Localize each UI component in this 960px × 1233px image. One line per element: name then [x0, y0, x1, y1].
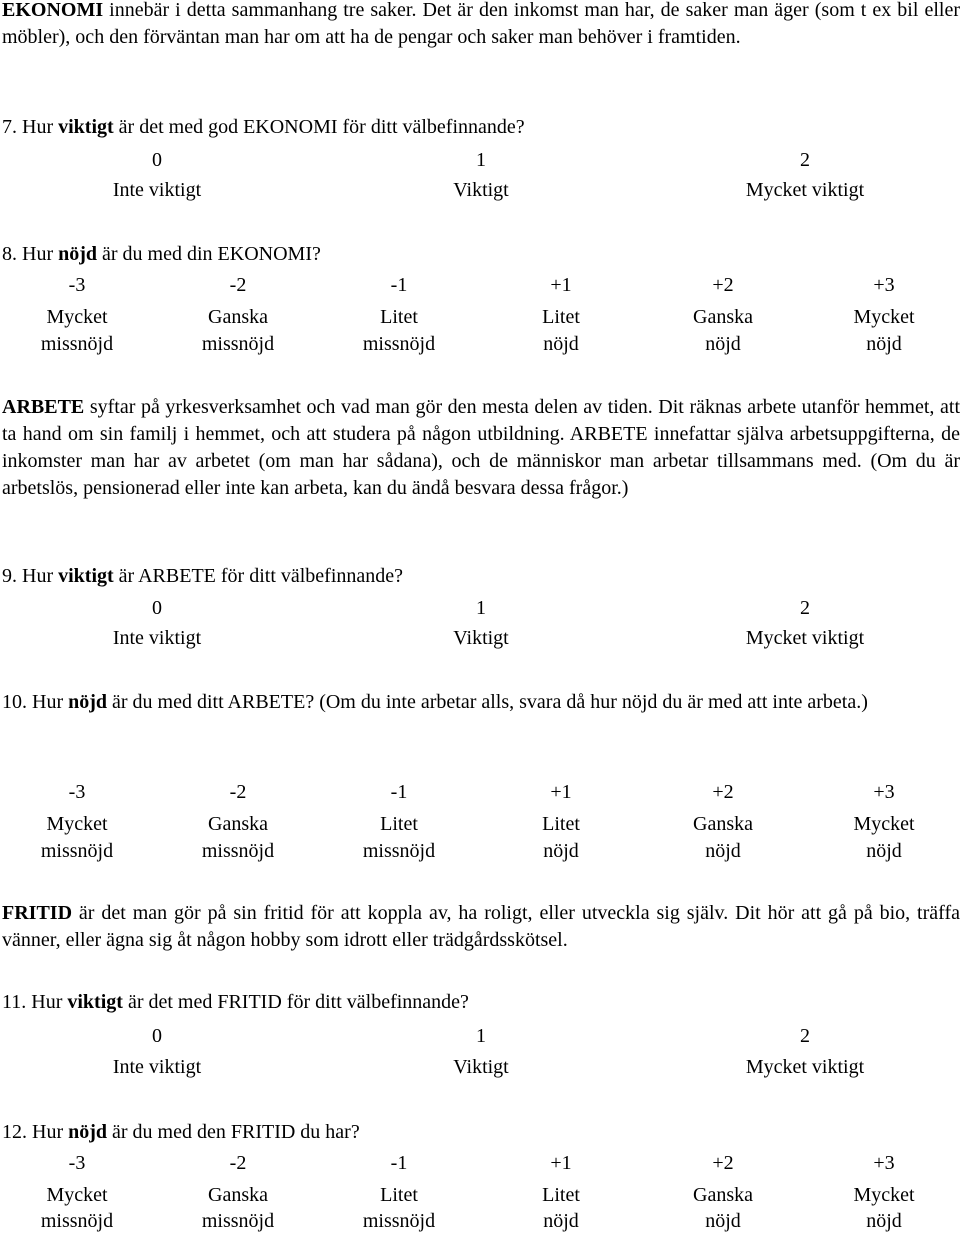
question-12-emphasis: nöjd: [68, 1121, 108, 1143]
scale-label: missnöjd: [40, 333, 114, 355]
scale-label: Mycket: [46, 813, 108, 835]
arbete-intro: [2, 394, 960, 502]
scale-label: Viktigt: [453, 179, 509, 201]
scale-label: Ganska: [693, 306, 753, 328]
question-8: [2, 242, 321, 266]
question-10-post: är du med ditt ARBETE? (Om du inte arbetar alls, svara då hur nöjd du är med att inte arbeta.): [107, 691, 868, 713]
scale-label: Mycket: [853, 306, 915, 328]
scale-label: Mycket viktigt: [745, 1056, 865, 1078]
question-8-emphasis: nöjd: [58, 243, 98, 265]
scale-label: missnöjd: [201, 840, 275, 862]
scale-label: missnöjd: [40, 1210, 114, 1232]
scale-label: Ganska: [693, 813, 753, 835]
scale-label: nöjd: [866, 1210, 902, 1232]
scale-value[interactable]: -2: [229, 1152, 247, 1174]
scale-label: Mycket: [46, 306, 108, 328]
scale-label: Litet: [380, 306, 418, 328]
question-7-pre: 7. Hur: [2, 116, 59, 138]
arbete-intro-text: syftar på yrkesverksamhet och vad man gör den mesta delen av tiden. Dit räknas arbete utanför hemmet, att ta hand om sin familj i hemmet, och att studera på någon utbildning. ARBETE innefattar själva arbetsuppgifterna, de inkomster man har av arbetet (om man har sådana), och de människor man arbetar tillsammans med. (Om du är arbetslös, pensionerad eller inte kan arbeta, kan du ändå besvara dessa frågor.): [2, 396, 960, 499]
question-9-pre: 9. Hur: [2, 565, 59, 587]
scale-label: Litet: [542, 1184, 580, 1206]
scale-label: missnöjd: [362, 840, 436, 862]
scale-label: nöjd: [705, 1210, 741, 1232]
ekonomi-intro-text: innebär i detta sammanhang tre saker. Det är den inkomst man har, de saker man äger (som t ex bil eller möbler), och den förväntan man har om att ha de pengar och saker man behöver i framtiden.: [2, 0, 960, 48]
scale-value[interactable]: 0: [152, 1025, 162, 1047]
scale-value[interactable]: +2: [712, 781, 734, 803]
question-7-post: är det med god EKONOMI för ditt välbefinnande?: [113, 116, 525, 138]
scale-value[interactable]: +1: [550, 1152, 572, 1174]
scale-label: Inte viktigt: [112, 1056, 202, 1078]
scale-label: nöjd: [705, 333, 741, 355]
scale-label: nöjd: [866, 333, 902, 355]
fritid-intro: [2, 900, 960, 954]
scale-label: Litet: [380, 1184, 418, 1206]
scale-value[interactable]: 1: [476, 597, 486, 619]
question-7: [2, 115, 525, 139]
scale-value[interactable]: 1: [476, 1025, 486, 1047]
scale-label: nöjd: [543, 1210, 579, 1232]
question-9-emphasis: viktigt: [58, 565, 114, 587]
scale-value[interactable]: 0: [152, 149, 162, 171]
question-12: [2, 1120, 360, 1144]
scale-value[interactable]: +3: [873, 1152, 895, 1174]
question-9-post: är ARBETE för ditt välbefinnande?: [113, 565, 404, 587]
scale-label: Mycket: [853, 1184, 915, 1206]
scale-value[interactable]: +3: [873, 274, 895, 296]
question-10-emphasis: nöjd: [68, 691, 108, 713]
question-12-post: är du med den FRITID du har?: [107, 1121, 360, 1143]
scale-label: Litet: [542, 306, 580, 328]
scale-label: missnöjd: [362, 333, 436, 355]
scale-label: nöjd: [543, 840, 579, 862]
question-7-emphasis: viktigt: [58, 116, 114, 138]
scale-label: Litet: [380, 813, 418, 835]
question-11-emphasis: viktigt: [67, 991, 123, 1013]
scale-label: missnöjd: [40, 840, 114, 862]
arbete-term: ARBETE: [2, 396, 85, 418]
scale-value[interactable]: +1: [550, 781, 572, 803]
scale-label: Mycket: [46, 1184, 108, 1206]
scale-label: Mycket: [853, 813, 915, 835]
scale-label: Viktigt: [453, 627, 509, 649]
question-9: [2, 564, 403, 588]
question-11-post: är det med FRITID för ditt välbefinnande?: [122, 991, 469, 1013]
scale-label: Inte viktigt: [112, 179, 202, 201]
scale-value[interactable]: -3: [68, 781, 86, 803]
scale-value[interactable]: -2: [229, 274, 247, 296]
scale-value[interactable]: 0: [152, 597, 162, 619]
question-11-pre: 11. Hur: [2, 991, 68, 1013]
question-12-pre: 12. Hur: [2, 1121, 69, 1143]
fritid-intro-text: är det man gör på sin fritid för att koppla av, ha roligt, eller utveckla sig själv. Dit hör att gå på bio, träffa vänner, eller ägna sig åt någon hobby som idrott eller trädgårdsskötsel.: [2, 902, 960, 951]
scale-value[interactable]: -1: [390, 1152, 408, 1174]
scale-label: Ganska: [208, 306, 268, 328]
scale-label: missnöjd: [201, 1210, 275, 1232]
question-10-pre: 10. Hur: [2, 691, 69, 713]
question-11: [2, 990, 469, 1014]
scale-label: Viktigt: [453, 1056, 509, 1078]
scale-label: nöjd: [866, 840, 902, 862]
scale-value[interactable]: -2: [229, 781, 247, 803]
scale-label: Ganska: [208, 1184, 268, 1206]
scale-label: Litet: [542, 813, 580, 835]
scale-value[interactable]: 1: [476, 149, 486, 171]
scale-label: nöjd: [705, 840, 741, 862]
scale-label: Inte viktigt: [112, 627, 202, 649]
scale-label: Ganska: [693, 1184, 753, 1206]
question-10: [2, 689, 960, 716]
scale-label: nöjd: [543, 333, 579, 355]
scale-value[interactable]: +3: [873, 781, 895, 803]
fritid-term: FRITID: [2, 902, 73, 924]
question-8-post: är du med din EKONOMI?: [97, 243, 321, 265]
scale-value[interactable]: -3: [68, 274, 86, 296]
scale-label: missnöjd: [362, 1210, 436, 1232]
scale-label: Ganska: [208, 813, 268, 835]
scale-value[interactable]: +2: [712, 1152, 734, 1174]
scale-label: Mycket viktigt: [745, 179, 865, 201]
question-8-pre: 8. Hur: [2, 243, 59, 265]
scale-value[interactable]: +2: [712, 274, 734, 296]
scale-value[interactable]: 2: [800, 597, 810, 619]
scale-value[interactable]: 2: [800, 1025, 810, 1047]
scale-value[interactable]: -1: [390, 274, 408, 296]
scale-value[interactable]: -3: [68, 1152, 86, 1174]
scale-value[interactable]: 2: [800, 149, 810, 171]
scale-value[interactable]: -1: [390, 781, 408, 803]
scale-value[interactable]: +1: [550, 274, 572, 296]
scale-label: Mycket viktigt: [745, 627, 865, 649]
scale-label: missnöjd: [201, 333, 275, 355]
ekonomi-term: EKONOMI: [2, 0, 104, 21]
ekonomi-intro: [2, 0, 960, 51]
